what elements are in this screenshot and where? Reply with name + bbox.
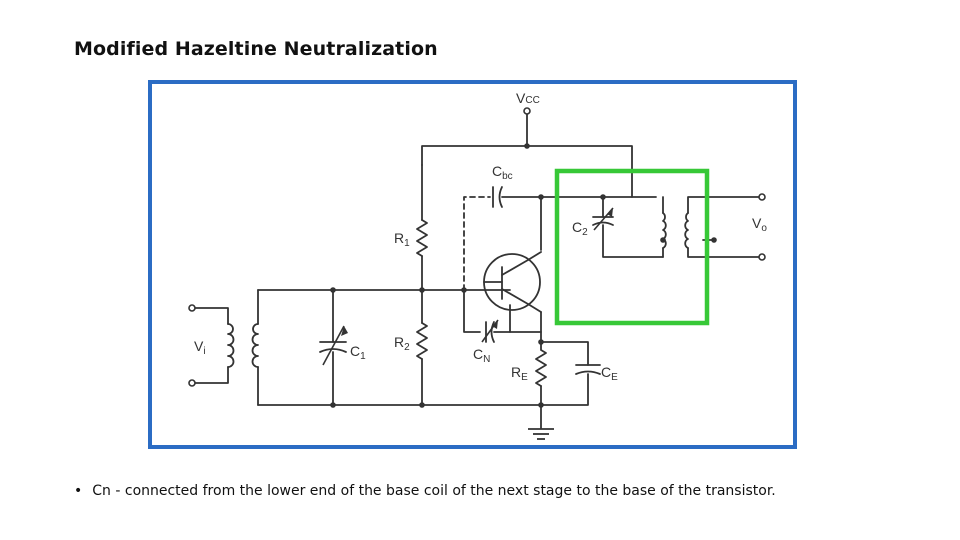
- label-cbc: $C_{bc}$: [492, 163, 513, 182]
- bullet-text: Cn - connected from the lower end of the base coil of the next stage to the base of the transistor.: [92, 483, 776, 499]
- label-r1: $R_1$: [394, 230, 410, 249]
- label-vcc: VCC: [516, 90, 540, 106]
- label-c2: $C_2$: [572, 219, 588, 238]
- label-c1: $C_1$: [350, 343, 366, 362]
- bullet-marker: •: [74, 483, 83, 499]
- label-vi: $V_i$: [194, 338, 206, 357]
- label-cn: $C_N$: [473, 346, 491, 365]
- label-ce: $C_E$: [601, 364, 618, 383]
- slide-title: Modified Hazeltine Neutralization: [74, 38, 438, 60]
- diagram-frame: [150, 82, 795, 447]
- label-r2: $R_2$: [394, 334, 410, 353]
- label-re: $R_E$: [511, 364, 528, 383]
- circuit-diagram: [148, 80, 798, 450]
- label-vo: $V_o$: [752, 215, 767, 234]
- bullet-point: [74, 483, 776, 499]
- circuit-figure: [148, 80, 798, 450]
